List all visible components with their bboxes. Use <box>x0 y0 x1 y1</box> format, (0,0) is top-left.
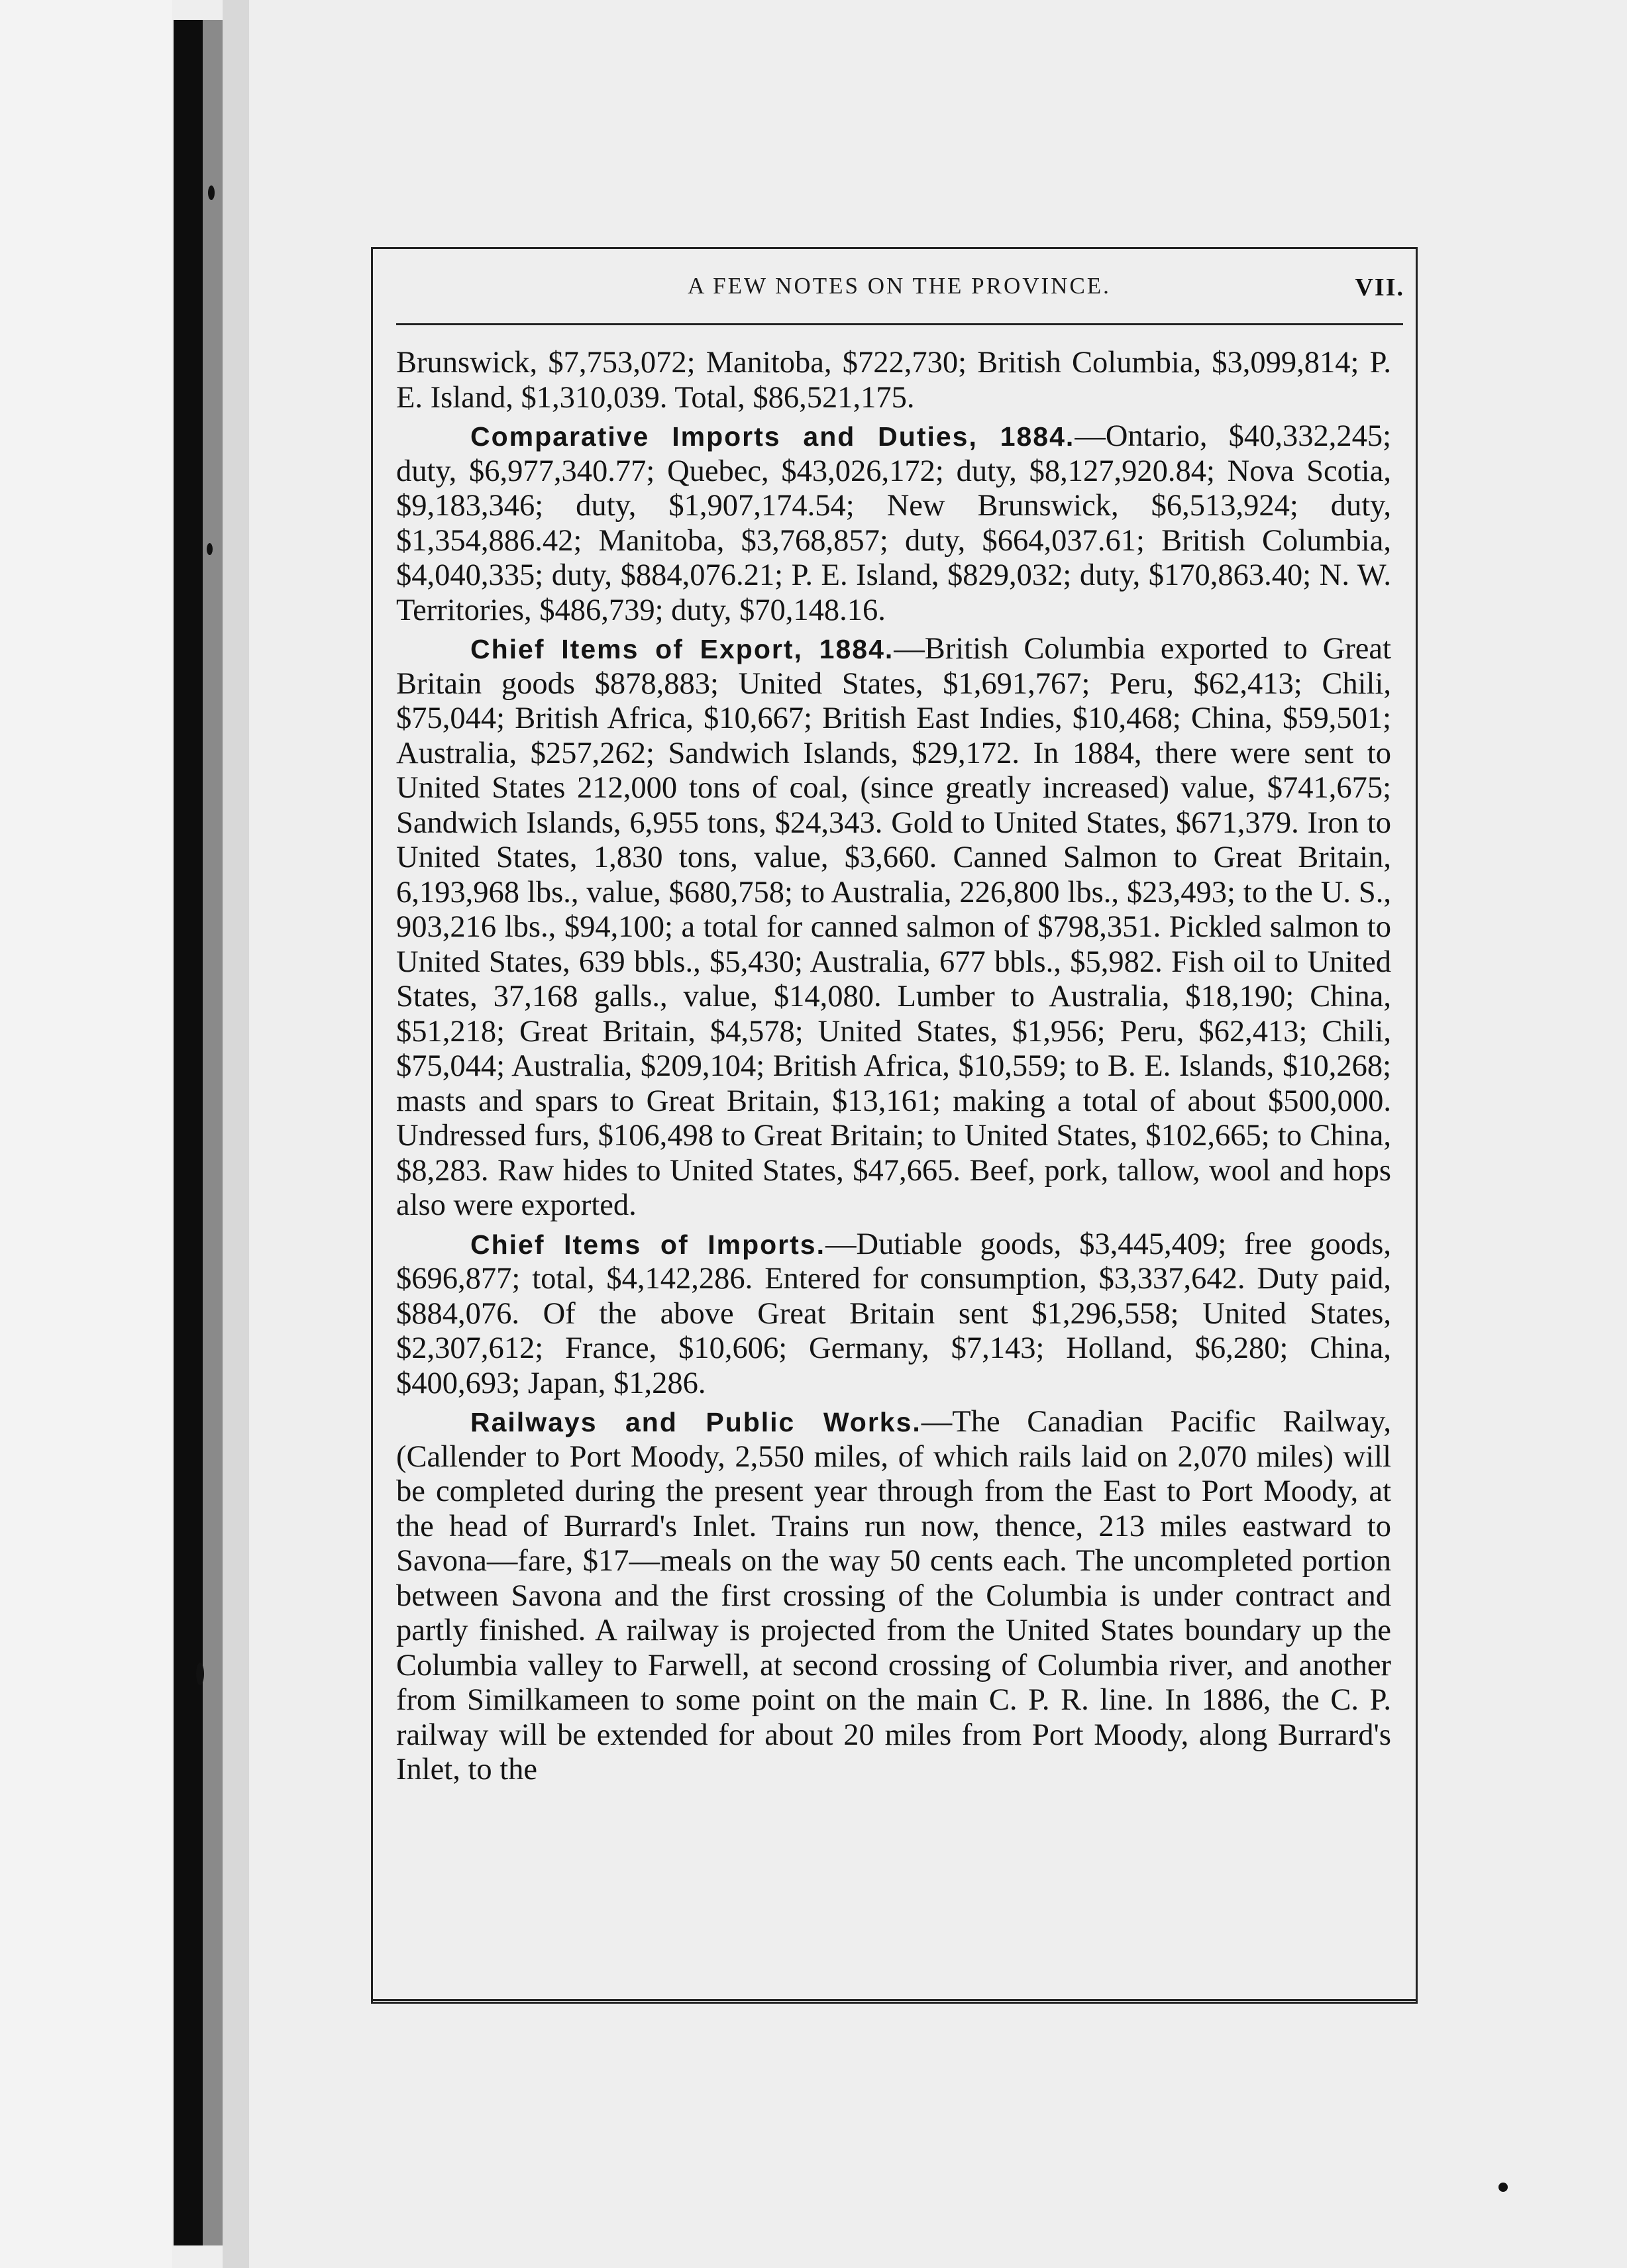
paragraph-imports-duties <box>396 419 1391 628</box>
page-number: VII. <box>1355 274 1404 301</box>
section-heading: Chief Items of Export, 1884. <box>470 634 894 664</box>
paragraph-railways <box>396 1405 1391 1788</box>
paragraph-exports <box>396 632 1391 1223</box>
paragraph-text: —Ontario, $40,332,245; duty, $6,977,340.77; Quebec, $43,026,172; duty, $8,127,920.84; Nova Scotia, $9,183,346; duty, $1,907,174.54; New Brunswick, $6,513,924; duty, $1,354,886.42; Manitoba, $3,768,857; duty, $664,037.61; British Columbia, $4,040,335; duty, $884,076.21; P. E. Island, $829,032; duty, $170,863.40; N. W. Territories, $486,739; duty, $70,148.16. <box>396 419 1391 627</box>
scan-speck <box>1498 2183 1508 2192</box>
scan-speck <box>207 543 213 555</box>
header-rule <box>396 323 1403 325</box>
running-head <box>424 273 1404 306</box>
body-text <box>396 346 1391 1788</box>
section-heading: Chief Items of Imports. <box>470 1229 825 1260</box>
left-margin <box>0 0 172 2268</box>
section-heading: Railways and Public Works. <box>470 1407 921 1437</box>
paragraph-text: —Dutiable goods, $3,445,409; free goods, $696,877; total, $4,142,286. Entered for consumption, $3,337,642. Duty paid, $884,076. Of the above Great Britain sent $1,296,558; United States, $2,307,612; France, $10,606; Germany, $7,143; Holland, $6,280; China, $400,693; Japan, $1,286. <box>396 1227 1391 1400</box>
running-title: A FEW NOTES ON THE PROVINCE. <box>688 273 1111 299</box>
scan-speck <box>196 1663 204 1685</box>
footer-rule <box>371 1999 1418 2001</box>
paragraph-text: Brunswick, $7,753,072; Manitoba, $722,730; British Columbia, $3,099,814; P. E. Island, $1,310,039. Total, $86,521,175. <box>396 346 1391 415</box>
scan-speck <box>208 185 215 200</box>
paragraph-continued <box>396 346 1391 415</box>
paragraph-text: —The Canadian Pacific Railway, (Callender to Port Moody, 2,550 miles, of which rails laid on 2,070 miles) will be completed during the present year through from the East to Port Moody, at the head of Burrard's Inlet. Trains run now, thence, 213 miles eastward to Savona—fare, $17—meals on the way 50 cents each. The uncompleted portion between Savona and the first crossing of the Columbia is under contract and partly finished. A railway is projected from the United States boundary up the Columbia valley to Farwell, at second crossing of Columbia river, and another from Similkameen to some point on the main C. P. R. line. In 1886, the C. P. railway will be extended for about 20 miles from Port Moody, along Burrard's Inlet, to the <box>396 1405 1391 1786</box>
paragraph-imports <box>396 1227 1391 1402</box>
gutter-shadow <box>223 0 249 2268</box>
spine-shadow <box>203 20 223 2245</box>
book-spine <box>174 20 203 2245</box>
paragraph-text: —British Columbia exported to Great Britain goods $878,883; United States, $1,691,767; Peru, $62,413; Chili, $75,044; British Africa, $10,667; British East Indies, $10,468; China, $59,501; Australia, $257,262; Sandwich Islands, $29,172. In 1884, there were sent to United States 212,000 tons of coal, (since greatly increased) value, $741,675; Sandwich Islands, 6,955 tons, $24,343. Gold to United States, $671,379. Iron to United States, 1,830 tons, value, $3,660. Canned Salmon to Great Britain, 6,193,968 lbs., value, $680,758; to Australia, 226,800 lbs., $23,493; to the U. S., 903,216 lbs., $94,100; a total for canned salmon of $798,351. Pickled salmon to United States, 639 bbls., $5,430; Australia, 677 bbls., $5,982. Fish oil to United States, 37,168 galls., value, $14,080. Lumber to Australia, $18,190; China, $51,218; Great Britain, $4,578; United States, $1,956; Peru, $62,413; Chili, $75,044; Australia, $209,104; British Africa, $10,559; to B. E. Islands, $10,268; masts and spars to Great Britain, $13,161; making a total of about $500,000. Undressed furs, $106,498 to Great Britain; to United States, $102,665; to China, $8,283. Raw hides to United States, $47,665. Beef, pork, tallow, wool and hops also were exported. <box>396 632 1391 1222</box>
section-heading: Comparative Imports and Duties, 1884. <box>470 421 1075 452</box>
